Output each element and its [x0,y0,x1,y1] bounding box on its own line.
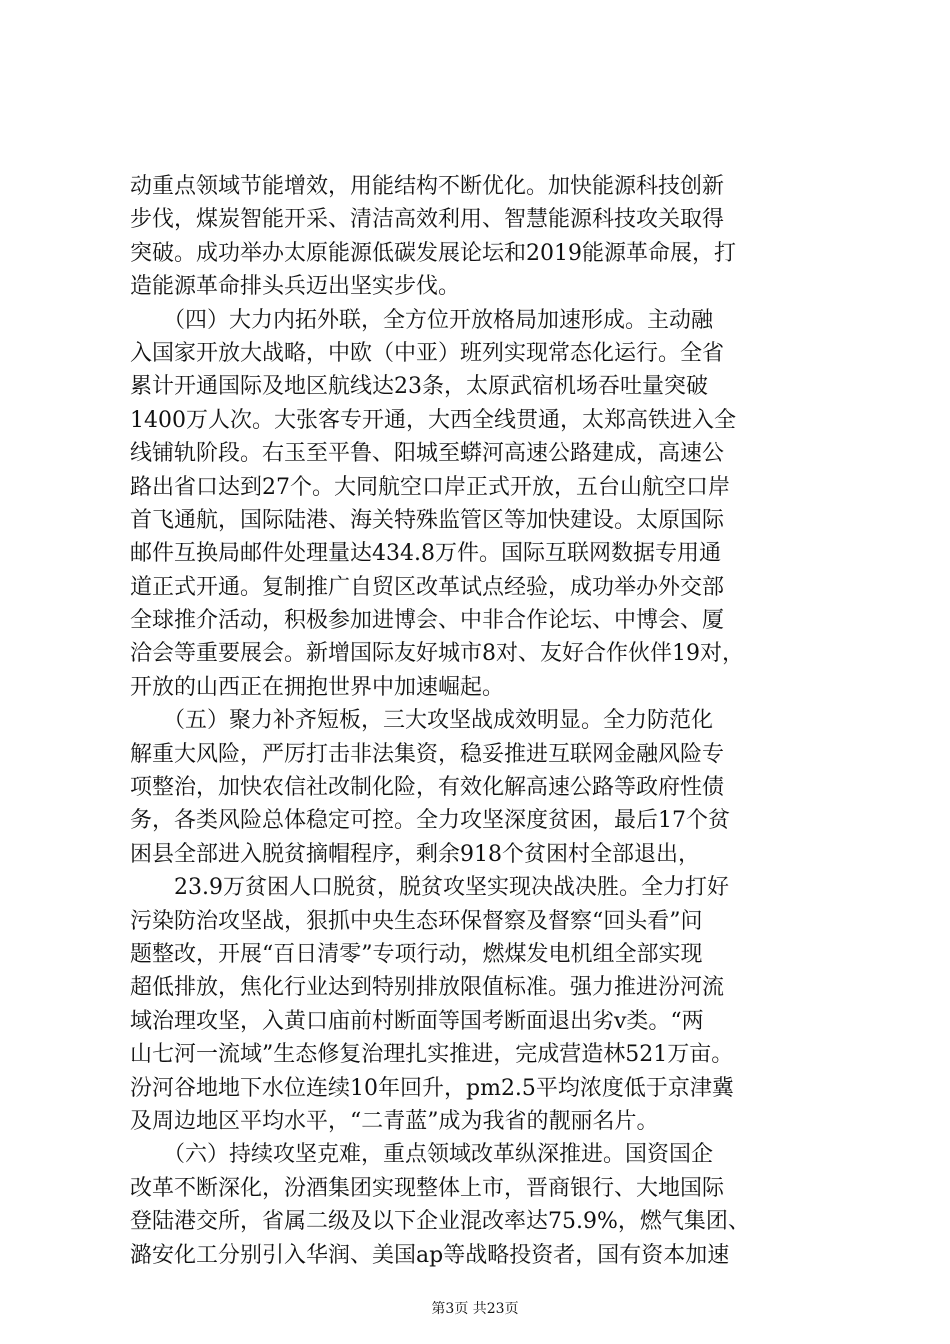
text-line: 污染防治攻坚战，狠抓中央生态环保督察及督察“回头看”问 [130,908,703,934]
text-line: 邮件互换局邮件处理量达434.8万件。国际互联网数据专用通 [130,541,721,567]
text-line: 线铺轨阶段。右玉至平鲁、阳城至蟒河高速公路建成，高速公 [130,441,725,467]
text-line: （六）持续攻坚克难，重点领域改革纵深推进。国资国企 [130,1142,714,1168]
text-line: 突破。成功举办太原能源低碳发展论坛和2019能源革命展，打 [130,240,736,266]
text-line: 登陆港交所，省属二级及以下企业混改率达75.9%，燃气集团、 [130,1209,750,1235]
text-line: 开放的山西正在拥抱世界中加速崛起。 [130,674,505,700]
text-line: 动重点领域节能增效，用能结构不断优化。加快能源科技创新 [130,174,725,199]
text-line: 23.9万贫困人口脱贫，脱贫攻坚实现决战决胜。全力打好 [130,875,729,901]
page-number-footer: 第3页 共23页 [431,1301,519,1317]
text-line: （四）大力内拓外联，全方位开放格局加速形成。主动融 [130,307,714,333]
text-line: 解重大风险，严厉打击非法集资，稳妥推进互联网金融风险专 [130,741,725,767]
text-line: 务，各类风险总体稳定可控。全力攻坚深度贫困，最后17个贫 [130,808,730,834]
text-line: 步伐，煤炭智能开采、清洁高效利用、智慧能源科技攻关取得 [130,207,725,233]
text-line: 洽会等重要展会。新增国际友好城市8对、友好合作伙伴19对， [130,641,744,667]
text-line: 题整改，开展“百日清零”专项行动，燃煤发电机组全部实现 [130,941,703,967]
text-line: 1400万人次。大张客专开通，大西全线贯通，太郑高铁进入全 [130,407,736,433]
text-line: 入国家开放大战略，中欧（中亚）班列实现常态化运行。全省 [130,340,725,366]
text-line: 困县全部进入脱贫摘帽程序，剩余918个贫困村全部退出， [130,841,700,867]
text-line: 全球推介活动，积极参加进博会、中非合作论坛、中博会、厦 [130,608,725,634]
text-line: 超低排放，焦化行业达到特别排放限值标准。强力推进汾河流 [130,975,725,1001]
text-line: 造能源革命排头兵迈出坚实步伐。 [130,274,461,300]
text-line: 山七河一流域”生态修复治理扎实推进，完成营造林521万亩。 [130,1042,734,1068]
text-line: 路出省口达到27个。大同航空口岸正式开放，五台山航空口岸 [130,474,730,500]
text-line: 项整治，加快农信社改制化险，有效化解高速公路等政府性债 [130,775,725,801]
document-body [130,170,830,1272]
text-line: 潞安化工分别引入华润、美国ap等战略投资者，国有资本加速 [130,1242,730,1268]
text-line: 汾河谷地地下水位连续10年回升，pm2.5平均浓度低于京津冀 [130,1075,734,1101]
text-line: 首飞通航，国际陆港、海关特殊监管区等加快建设。太原国际 [130,507,725,533]
text-line: 累计开通国际及地区航线达23条，太原武宿机场吞吐量突破 [130,374,708,400]
text-line: 道正式开通。复制推广自贸区改革试点经验，成功举办外交部 [130,574,725,600]
text-line: 改革不断深化，汾酒集团实现整体上市，晋商银行、大地国际 [130,1175,725,1201]
text-line: 及周边地区平均水平，“二青蓝”成为我省的靓丽名片。 [130,1108,659,1134]
text-line: 域治理攻坚，入黄口庙前村断面等国考断面退出劣v类。“两 [130,1008,704,1034]
text-line: （五）聚力补齐短板，三大攻坚战成效明显。全力防范化 [130,708,714,734]
